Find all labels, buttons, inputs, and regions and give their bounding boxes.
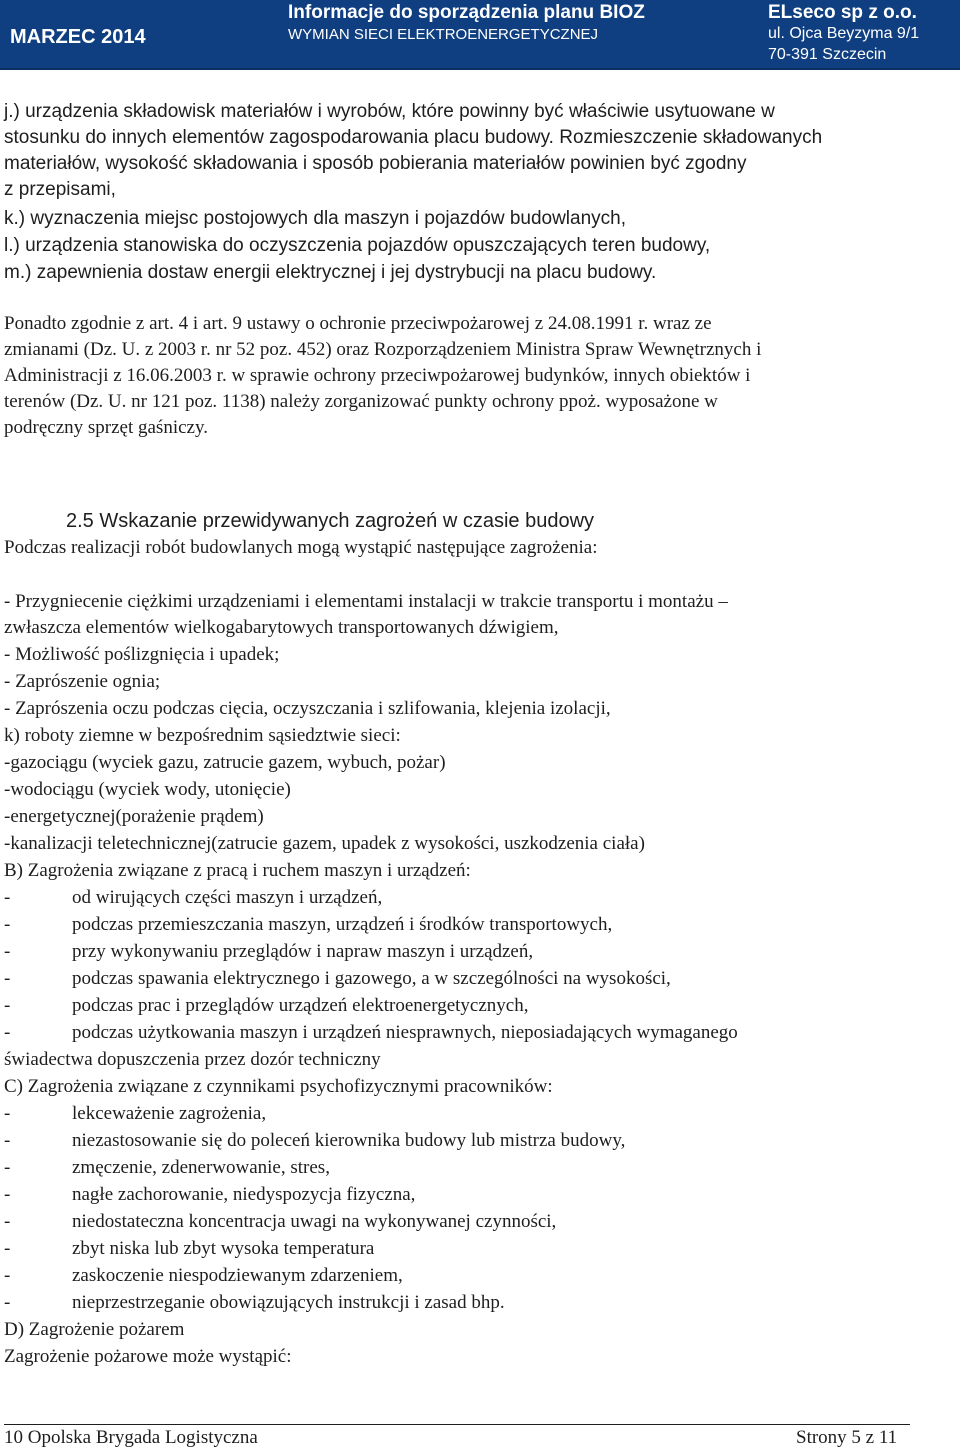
ponadto-line: terenów (Dz. U. nr 121 poz. 1138) należy zorganizować punkty ochrony ppoż. wyposażone w (4, 391, 718, 412)
group-b-item: - przy wykonywaniu przeglądów i napraw maszyn i urządzeń, (4, 941, 534, 962)
section-intro: Podczas realizacji robót budowlanych mogą wystąpić następujące zagrożenia: (4, 537, 598, 558)
group-c-item: - niedostateczna koncentracja uwagi na wykonywanej czynności, (4, 1211, 557, 1232)
hazard-line: - Przygniecenie ciężkimi urządzeniami i elementami instalacji w trakcie transportu i montażu – (4, 591, 728, 612)
hazard-line: zwłaszcza elementów wielkogabarytowych transportowanych dźwigiem, (4, 617, 559, 638)
section-heading: 2.5 Wskazanie przewidywanych zagrożeń w czasie budowy (66, 510, 595, 532)
group-b-item: - podczas prac i przeglądów urządzeń elektroenergetycznych, (4, 995, 529, 1016)
intro-line: m.) zapewnienia dostaw energii elektrycznej i jej dystrybucji na placu budowy. (4, 262, 657, 283)
group-c-item: - zaskoczenie niespodziewanym zdarzeniem, (4, 1265, 403, 1286)
ponadto-line: Administracji z 16.06.2003 r. w sprawie ochrony przeciwpożarowej budynków, innych obiektów i (4, 365, 751, 386)
hazard-line: - Zaprószenie ognia; (4, 671, 161, 692)
hazard-line: - Możliwość poślizgnięcia i upadek; (4, 644, 280, 665)
group-b-item: - od wirujących części maszyn i urządzeń, (4, 887, 383, 908)
ponadto-line: Ponadto zgodnie z art. 4 i art. 9 ustawy o ochronie przeciwpożarowej z 24.08.1991 r. wraz ze (4, 313, 712, 334)
group-b-item: - podczas użytkowania maszyn i urządzeń niesprawnych, nieposiadających wymaganego (4, 1022, 738, 1043)
hazard-line: -kanalizacji teletechnicznej(zatrucie gazem, upadek z wysokości, uszkodzenia ciała) (4, 833, 645, 854)
header-subtitle: WYMIAN SIECI ELEKTROENERGETYCZNEJ (288, 26, 599, 43)
header-company: ELseco sp z o.o. (768, 2, 917, 23)
hazard-line: -gazociągu (wyciek gazu, zatrucie gazem, wybuch, pożar) (4, 752, 446, 773)
header-title: Informacje do sporządzenia planu BIOZ (288, 2, 645, 23)
footer-organization: 10 Opolska Brygada Logistyczna (4, 1427, 258, 1448)
ponadto-line: zmianami (Dz. U. z 2003 r. nr 52 poz. 452) oraz Rozporządzeniem Ministra Spraw Wewnętrznych i (4, 339, 762, 360)
header-rule (0, 68, 960, 70)
footer-rule (4, 1424, 910, 1425)
group-d-heading: D) Zagrożenie pożarem (4, 1319, 185, 1340)
group-d-intro: Zagrożenie pożarowe może wystąpić: (4, 1346, 292, 1367)
group-c-item: - nagłe zachorowanie, niedyspozycja fizyczna, (4, 1184, 416, 1205)
group-c-item: - lekceważenie zagrożenia, (4, 1103, 267, 1124)
group-b-item: - podczas przemieszczania maszyn, urządzeń i środków transportowych, (4, 914, 613, 935)
group-b-heading: B) Zagrożenia związane z pracą i ruchem maszyn i urządzeń: (4, 860, 471, 881)
intro-line: j.) urządzenia składowisk materiałów i wyrobów, które powinny być właściwie usytuowane w (4, 101, 775, 122)
hazard-line: -energetycznej(porażenie prądem) (4, 806, 264, 827)
group-c-item: - zmęczenie, zdenerwowanie, stres, (4, 1157, 330, 1178)
group-c-item: - nieprzestrzeganie obowiązujących instrukcji i zasad bhp. (4, 1292, 505, 1313)
intro-line: materiałów, wysokość składowania i sposób pobierania materiałów powinien być zgodny (4, 153, 747, 174)
hazard-line: - Zaprószenia oczu podczas cięcia, oczyszczania i szlifowania, klejenia izolacji, (4, 698, 611, 719)
page-header (0, 0, 960, 70)
group-b-item: - podczas spawania elektrycznego i gazowego, a w szczególności na wysokości, (4, 968, 671, 989)
header-date: MARZEC 2014 (10, 26, 146, 48)
group-c-item: - niezastosowanie się do poleceń kierownika budowy lub mistrza budowy, (4, 1130, 626, 1151)
intro-line: k.) wyznaczenia miejsc postojowych dla maszyn i pojazdów budowlanych, (4, 208, 627, 229)
group-b-continuation: świadectwa dopuszczenia przez dozór techniczny (4, 1049, 381, 1070)
intro-line: l.) urządzenia stanowiska do oczyszczenia pojazdów opuszczających teren budowy, (4, 235, 711, 256)
header-street: ul. Ojca Beyzyma 9/1 (768, 25, 920, 42)
ponadto-line: podręczny sprzęt gaśniczy. (4, 417, 208, 438)
intro-line: z przepisami, (4, 179, 116, 200)
group-c-heading: C) Zagrożenia związane z czynnikami psychofizycznymi pracowników: (4, 1076, 553, 1097)
intro-line: stosunku do innych elementów zagospodarowania placu budowy. Rozmieszczenie składowanych (4, 127, 823, 148)
header-city: 70-391 Szczecin (768, 46, 887, 63)
group-c-item: - zbyt niska lub zbyt wysoka temperatura (4, 1238, 375, 1259)
hazard-line: k) roboty ziemne w bezpośrednim sąsiedztwie sieci: (4, 725, 401, 746)
hazard-line: -wodociągu (wyciek wody, utonięcie) (4, 779, 291, 800)
page-number: Strony 5 z 11 (796, 1427, 898, 1448)
